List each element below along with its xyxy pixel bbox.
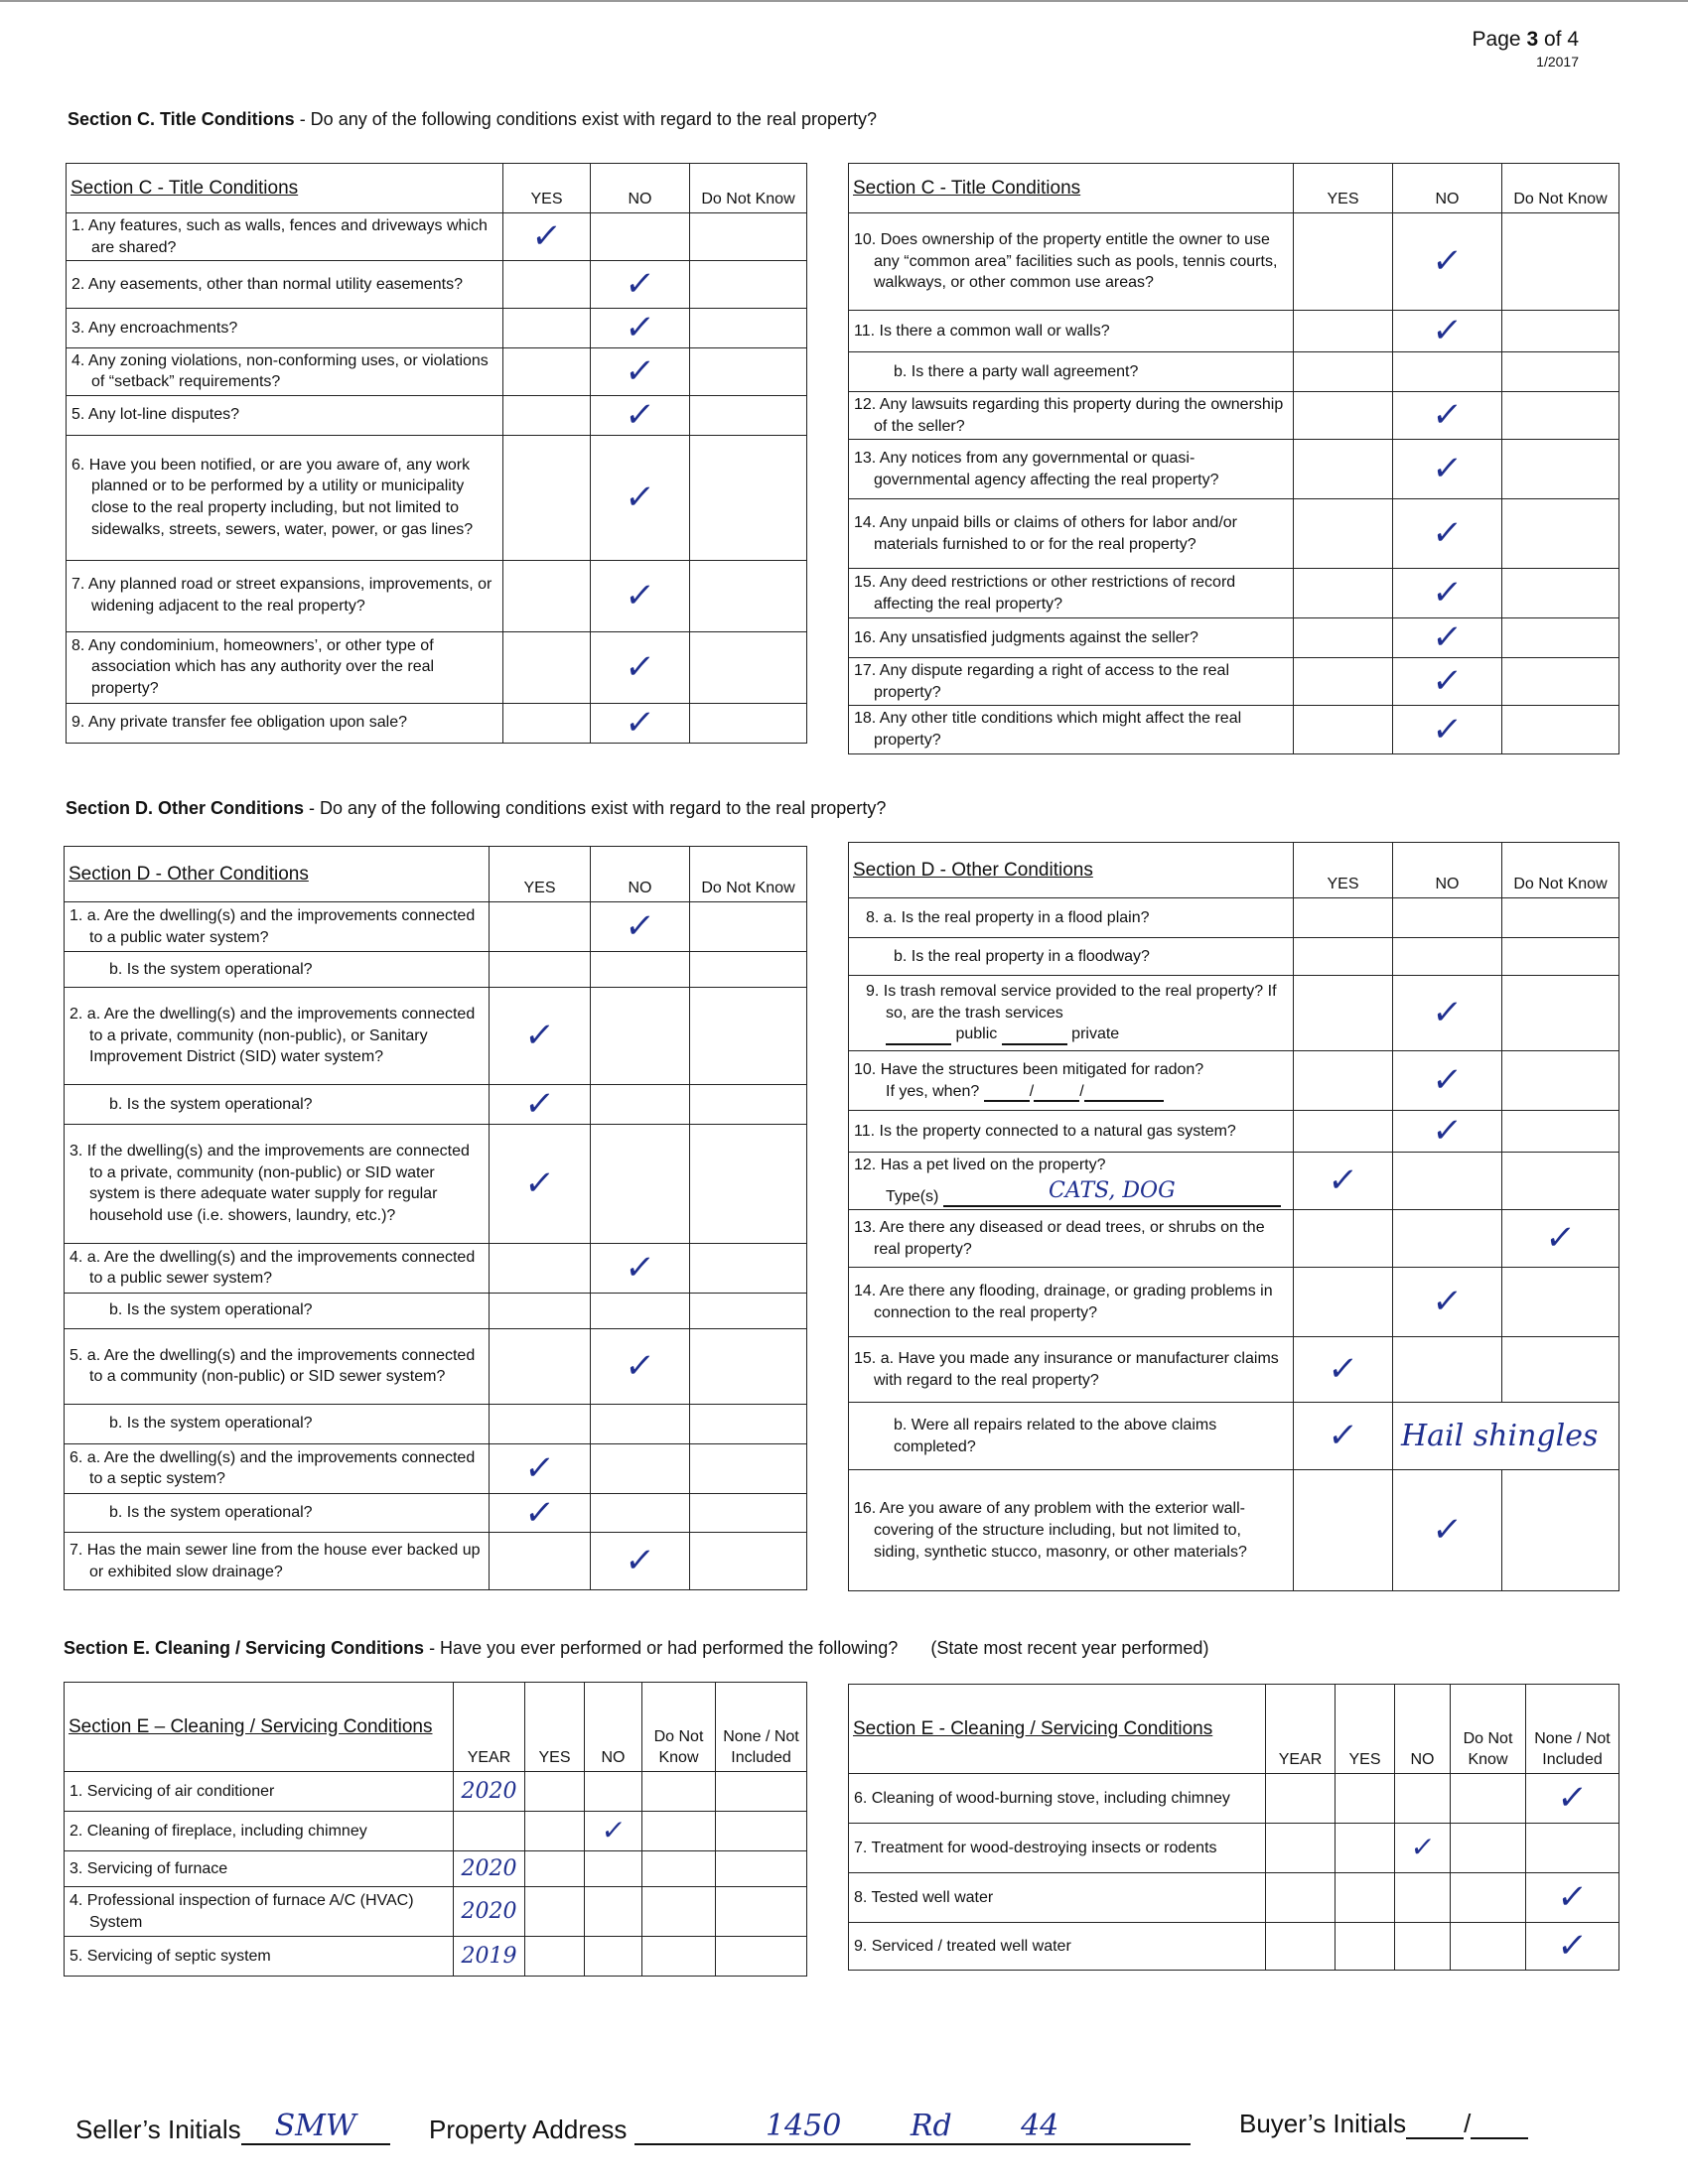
question-text: b. Is the system operational? — [109, 1301, 313, 1319]
col-year: YEAR — [454, 1683, 525, 1772]
col-dnk: Do Not Know — [690, 847, 807, 902]
service-label: 6. Cleaning of wood-burning stove, including chimney — [854, 1789, 1230, 1807]
checkmark-icon: ✓ — [623, 351, 657, 392]
pet-types-label: Type(s) — [886, 1187, 939, 1205]
top-edge-line — [0, 0, 1688, 2]
checkmark-icon: ✓ — [1430, 513, 1465, 554]
checkmark-icon: ✓ — [1430, 241, 1465, 282]
col-none: None / Not Included — [1526, 1685, 1619, 1774]
section-e-note: (State most recent year performed) — [930, 1638, 1209, 1658]
year-value: 2020 — [454, 1851, 525, 1887]
col-yes: YES — [1294, 843, 1393, 898]
question-text: 15. a. Have you made any insurance or manufacturer claims with regard to the real property? — [854, 1350, 1279, 1389]
question-text: 11. Is there a common wall or walls? — [854, 322, 1110, 340]
service-label: 9. Serviced / treated well water — [849, 1923, 1266, 1971]
question-text: 4. a. Are the dwelling(s) and the improvements connected to a public sewer system? — [70, 1248, 476, 1288]
page-header — [1473, 28, 1579, 69]
checkmark-icon: ✓ — [623, 646, 657, 687]
question-text: 5. Any lot-line disputes? — [71, 406, 239, 424]
question-text: 1. Any features, such as walls, fences and driveways which are shared? — [71, 217, 488, 256]
col-year: YEAR — [1266, 1685, 1336, 1774]
question-text: 10. Have the structures been mitigated for radon? — [854, 1060, 1204, 1078]
checkmark-icon: ✓ — [1430, 993, 1465, 1033]
seller-initials-label: Seller’s Initials — [75, 2115, 241, 2144]
property-address — [429, 2109, 1191, 2145]
col-yes: YES — [503, 164, 591, 213]
col-no: NO — [591, 847, 690, 902]
buyer-initials-slash: / — [1464, 2109, 1472, 2138]
question-text: 12. Any lawsuits regarding this property during the ownership of the seller? — [854, 396, 1284, 435]
year-value: 2020 — [454, 1772, 525, 1812]
table-title: Section C - Title Conditions — [849, 164, 1294, 213]
checkmark-icon: ✓ — [623, 906, 657, 947]
checkmark-icon: ✓ — [1555, 1877, 1590, 1918]
col-yes: YES — [1336, 1685, 1395, 1774]
question-text: 7. Has the main sewer line from the house ever backed up or exhibited slow drainage? — [70, 1542, 481, 1580]
section-d-left-table — [64, 846, 807, 1590]
question-text: b. Is the real property in a floodway? — [894, 947, 1150, 965]
page-num: 3 — [1526, 28, 1539, 51]
checkmark-icon: ✓ — [1430, 661, 1465, 702]
section-e-right-table — [848, 1684, 1619, 1971]
section-c-heading-bold: Section C. Title Conditions — [68, 109, 295, 129]
checkmark-icon: ✓ — [1543, 1218, 1578, 1259]
checkmark-icon: ✓ — [1326, 1349, 1360, 1390]
table-title: Section D - Other Conditions — [65, 847, 490, 902]
question-text: b. Is the system operational? — [109, 960, 313, 978]
col-dnk: Do Not Know — [642, 1683, 716, 1772]
col-dnk: Do Not Know — [1451, 1685, 1526, 1774]
checkmark-icon: ✓ — [623, 308, 657, 348]
property-address-label: Property Address — [429, 2115, 628, 2144]
seller-initials — [75, 2109, 390, 2145]
checkmark-icon: ✓ — [1430, 709, 1465, 750]
checkmark-icon: ✓ — [1555, 1778, 1590, 1819]
pet-types-handwritten: CATS, DOG — [943, 1176, 1281, 1208]
service-label: 8. Tested well water — [849, 1873, 1266, 1923]
service-label: 1. Servicing of air conditioner — [65, 1772, 454, 1812]
question-text: 8. Any condominium, homeowners’, or other type of association which has any authority over the real property? — [71, 636, 435, 697]
checkmark-icon: ✓ — [1430, 449, 1465, 489]
service-label: 7. Treatment for wood-destroying insects or rodents — [854, 1839, 1217, 1856]
seller-initials-handwritten: SMW — [241, 2109, 390, 2145]
page-label: Page — [1472, 28, 1521, 51]
question-text: 10. Does ownership of the property entitle the owner to use any “common area” facilities such as pools, tennis courts, walkways, or other common use areas? — [854, 231, 1278, 292]
col-dnk: Do Not Know — [1502, 164, 1619, 213]
section-e-heading — [64, 1638, 1208, 1659]
checkmark-icon: ✓ — [1430, 1510, 1465, 1551]
checkmark-icon: ✓ — [1430, 1282, 1465, 1322]
checkmark-icon: ✓ — [623, 575, 657, 615]
section-c-right-table — [848, 163, 1619, 754]
question-text: 14. Are there any flooding, drainage, or grading problems in connection to the real property? — [854, 1283, 1273, 1321]
col-no: NO — [1393, 164, 1502, 213]
checkmark-icon: ✓ — [1408, 1830, 1437, 1863]
checkmark-icon: ✓ — [522, 1447, 557, 1488]
checkmark-icon: ✓ — [623, 477, 657, 517]
property-address-handwritten: 1450 Rd 44 — [634, 2109, 1191, 2145]
col-no: NO — [585, 1683, 642, 1772]
col-no: NO — [1395, 1685, 1451, 1774]
service-label: 4. Professional inspection of furnace A/C (HVAC) System — [70, 1891, 414, 1931]
question-text: 16. Any unsatisfied judgments against the seller? — [854, 628, 1198, 646]
question-text: 9. Any private transfer fee obligation upon sale? — [71, 714, 407, 732]
year-value — [454, 1812, 525, 1851]
radon-when-label: If yes, when? — [886, 1082, 980, 1100]
col-dnk: Do Not Know — [1502, 843, 1619, 898]
table-title: Section C - Title Conditions — [67, 164, 503, 213]
question-text: 8. a. Is the real property in a flood plain? — [866, 908, 1150, 926]
checkmark-icon: ✓ — [623, 1541, 657, 1581]
section-d-heading-bold: Section D. Other Conditions — [66, 798, 305, 818]
question-text: 12. Has a pet lived on the property? — [854, 1157, 1106, 1173]
question-text: 14. Any unpaid bills or claims of others for labor and/or materials furnished to or for the real property? — [854, 514, 1237, 553]
hail-note-handwritten: Hail shingles — [1401, 1418, 1599, 1453]
checkmark-icon: ✓ — [1430, 1060, 1465, 1101]
question-text: b. Is there a party wall agreement? — [894, 362, 1139, 380]
buyer-initials — [1239, 2109, 1528, 2139]
checkmark-icon: ✓ — [623, 702, 657, 743]
question-text: b. Were all repairs related to the above claims completed? — [894, 1417, 1217, 1455]
radon-when: If yes, when? / / — [854, 1081, 1289, 1103]
checkmark-icon: ✓ — [1430, 1111, 1465, 1152]
section-e-left-table — [64, 1682, 807, 1977]
question-text: 5. a. Are the dwelling(s) and the improvements connected to a community (non-public) or SID sewer system? — [70, 1346, 476, 1386]
section-c-left-table — [66, 163, 807, 744]
question-text: 3. If the dwelling(s) and the improvements are connected to a private, community (non-public) or SID water system is there adequate water supply for regular household use (i.e. showers, laundry, etc.)? — [70, 1142, 470, 1224]
question-text: b. Is the system operational? — [109, 1415, 313, 1433]
question-text: 4. Any zoning violations, non-conforming uses, or violations of “setback” requirements? — [71, 351, 489, 391]
section-c-heading — [68, 109, 877, 130]
checkmark-icon: ✓ — [623, 1345, 657, 1386]
service-label: 2. Cleaning of fireplace, including chimney — [65, 1812, 454, 1851]
question-text: 3. Any encroachments? — [71, 319, 238, 337]
question-text: 16. Are you aware of any problem with the exterior wall-covering of the structure including, but not limited to, siding, synthetic stucco, masonry, or other materials? — [854, 1500, 1247, 1561]
question-text: 7. Any planned road or street expansions, improvements, or widening adjacent to the real property? — [71, 576, 492, 615]
question-text: b. Is the system operational? — [109, 1095, 313, 1113]
section-d-question: - Do any of the following conditions exist with regard to the real property? — [304, 798, 887, 818]
form-revision: 1/2017 — [1536, 54, 1579, 69]
year-value: 2019 — [454, 1937, 525, 1977]
question-text: 2. a. Are the dwelling(s) and the improvements connected to a private, community (non-public), or Sanitary Improvement District (SID) water system? — [70, 1006, 476, 1066]
pet-types — [854, 1176, 1289, 1208]
checkmark-icon: ✓ — [1326, 1416, 1360, 1456]
question-text: 18. Any other title conditions which might affect the real property? — [854, 710, 1242, 749]
service-label: 5. Servicing of septic system — [65, 1937, 454, 1977]
col-no: NO — [591, 164, 690, 213]
checkmark-icon: ✓ — [1430, 573, 1465, 614]
question-text: 15. Any deed restrictions or other restrictions of record affecting the real property? — [854, 574, 1236, 613]
checkmark-icon: ✓ — [599, 1813, 628, 1846]
question-text: b. Is the system operational? — [109, 1504, 313, 1522]
hail-note-cell — [1393, 1403, 1619, 1470]
question-text: 13. Any notices from any governmental or quasi-governmental agency affecting the real property? — [854, 450, 1219, 488]
table-title: Section E – Cleaning / Servicing Conditions — [65, 1683, 454, 1772]
trash-private: private — [1071, 1025, 1120, 1043]
section-d-heading — [66, 798, 886, 819]
checkmark-icon: ✓ — [522, 1084, 557, 1124]
checkmark-icon: ✓ — [623, 394, 657, 435]
trash-options — [854, 1024, 1289, 1045]
trash-public: public — [955, 1025, 998, 1043]
checkmark-icon: ✓ — [529, 216, 564, 257]
checkmark-icon: ✓ — [1430, 311, 1465, 351]
question-text: 11. Is the property connected to a natural gas system? — [854, 1122, 1236, 1140]
table-title: Section D - Other Conditions — [849, 843, 1294, 898]
col-none: None / Not Included — [716, 1683, 807, 1772]
checkmark-icon: ✓ — [623, 264, 657, 305]
table-title: Section E - Cleaning / Servicing Conditions — [849, 1685, 1266, 1774]
checkmark-icon: ✓ — [1326, 1160, 1360, 1201]
page-number — [1473, 28, 1579, 52]
col-yes: YES — [525, 1683, 585, 1772]
year-value: 2020 — [454, 1887, 525, 1937]
checkmark-icon: ✓ — [1555, 1926, 1590, 1967]
page-of: of 4 — [1543, 28, 1579, 51]
section-e-question: - Have you ever performed or had performed the following? — [424, 1638, 899, 1658]
checkmark-icon: ✓ — [1430, 617, 1465, 658]
question-text: 17. Any dispute regarding a right of access to the real property? — [854, 662, 1230, 701]
question-text: 9. Is trash removal service provided to the real property? If so, are the trash services — [866, 983, 1277, 1022]
checkmark-icon: ✓ — [623, 1247, 657, 1288]
service-label: 3. Servicing of furnace — [65, 1851, 454, 1887]
col-yes: YES — [490, 847, 591, 902]
question-text: 6. a. Are the dwelling(s) and the improvements connected to a septic system? — [70, 1448, 476, 1488]
checkmark-icon: ✓ — [522, 1492, 557, 1533]
question-text: 13. Are there any diseased or dead trees, or shrubs on the real property? — [854, 1219, 1265, 1258]
checkmark-icon: ✓ — [522, 1162, 557, 1203]
buyer-initials-label: Buyer’s Initials — [1239, 2109, 1407, 2138]
checkmark-icon: ✓ — [1430, 395, 1465, 436]
section-d-right-table — [848, 842, 1619, 1591]
question-text: 6. Have you been notified, or are you aware of, any work planned or to be performed by a utility or municipality close to the real property including, but not limited to sidewalks, streets, sewers, water, power, or gas lines? — [71, 456, 474, 538]
col-yes: YES — [1294, 164, 1393, 213]
question-text: 2. Any easements, other than normal utility easements? — [71, 275, 463, 293]
section-c-question: - Do any of the following conditions exist with regard to the real property? — [294, 109, 877, 129]
col-dnk: Do Not Know — [690, 164, 807, 213]
col-no: NO — [1393, 843, 1502, 898]
question-text: 1. a. Are the dwelling(s) and the improvements connected to a public water system? — [70, 906, 476, 946]
section-e-heading-bold: Section E. Cleaning / Servicing Conditions — [64, 1638, 425, 1658]
checkmark-icon: ✓ — [522, 1016, 557, 1056]
